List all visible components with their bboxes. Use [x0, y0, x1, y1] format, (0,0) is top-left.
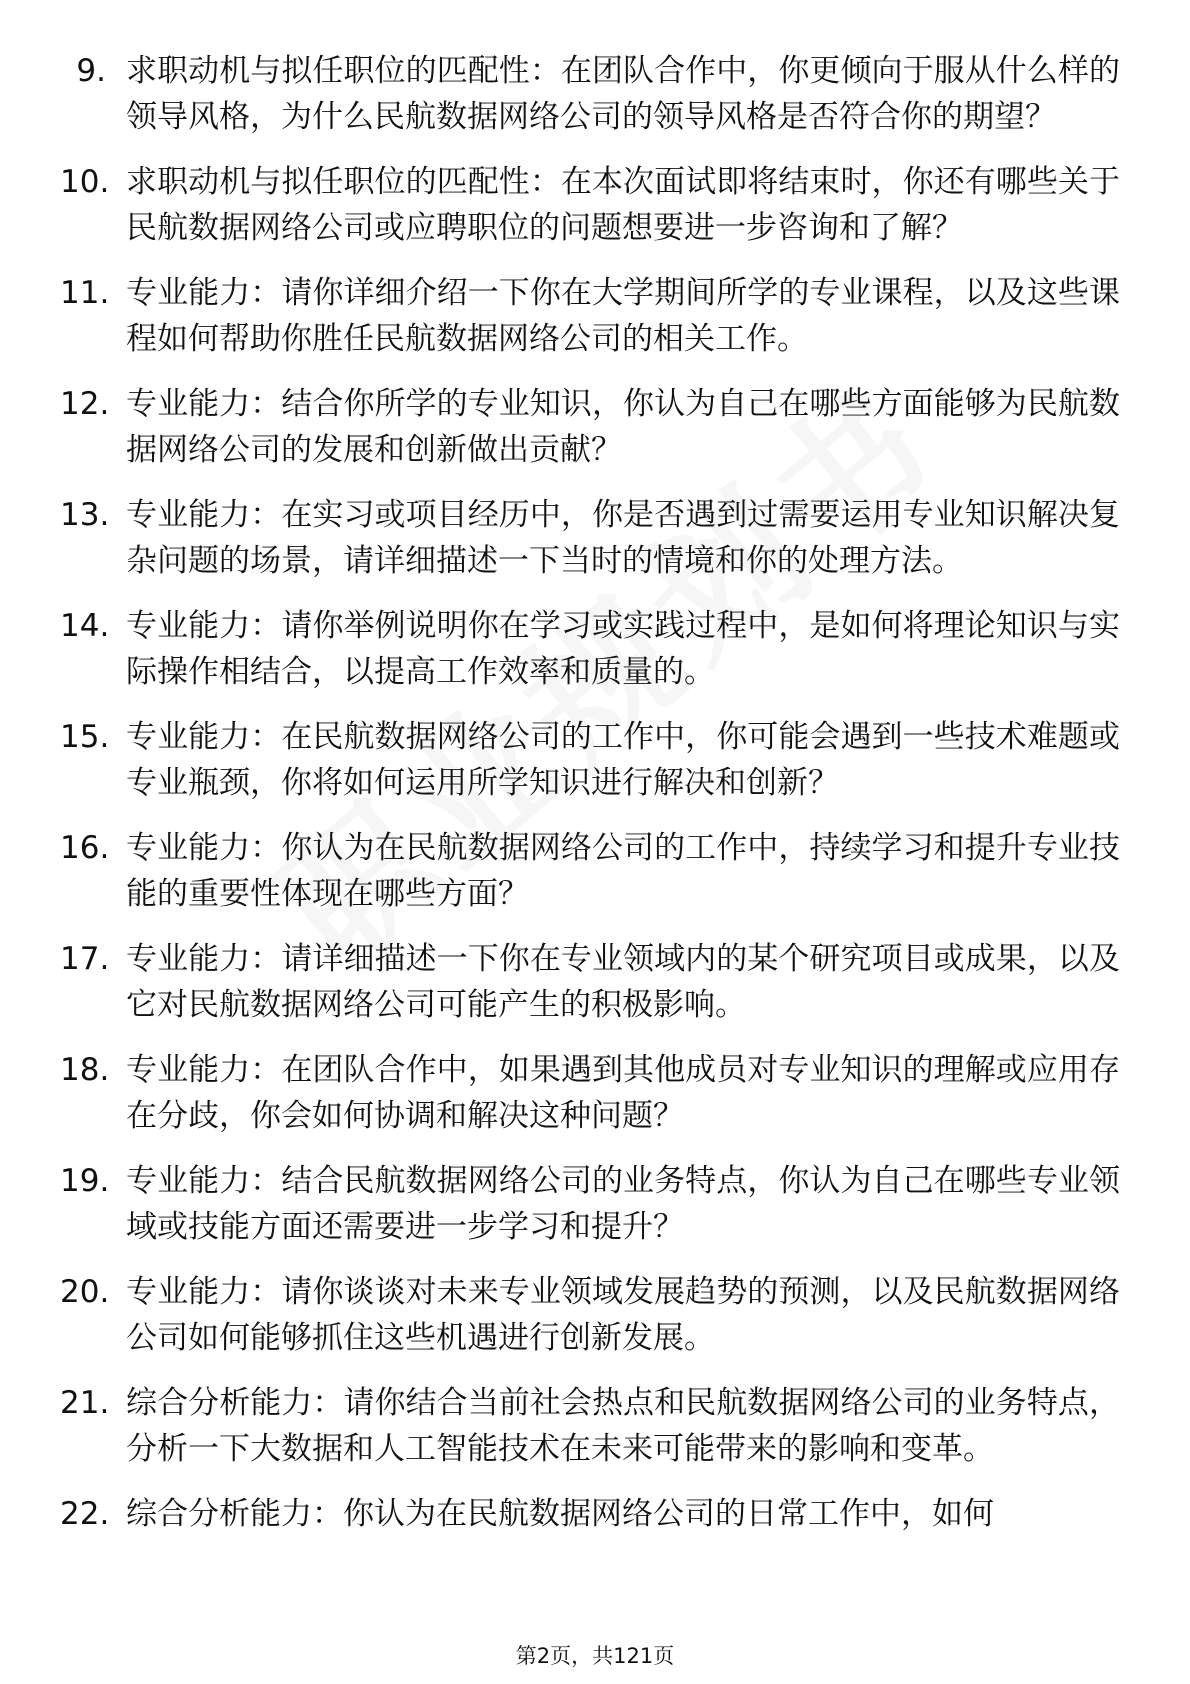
- question-number: 12.: [60, 386, 110, 422]
- question-number: 21.: [60, 1385, 110, 1421]
- question-text: 专业能力：请你谈谈对未来专业领域发展趋势的预测，以及民航数据网络公司如何能够抓住这些机遇进行创新发展。: [126, 1274, 1120, 1356]
- question-number: 22.: [60, 1496, 110, 1532]
- question-item: [60, 825, 1120, 917]
- question-number: 14.: [60, 608, 110, 644]
- question-item: [60, 1047, 1120, 1139]
- question-text: 专业能力：结合你所学的专业知识，你认为自己在哪些方面能够为民航数据网络公司的发展和创新做出贡献？: [126, 386, 1120, 468]
- question-item: [60, 714, 1120, 806]
- question-number: 18.: [60, 1052, 110, 1088]
- question-number: 20.: [60, 1274, 110, 1310]
- question-text: 综合分析能力：你认为在民航数据网络公司的日常工作中，如何: [126, 1496, 994, 1532]
- question-item: [60, 1491, 1120, 1537]
- question-item: [60, 1380, 1120, 1472]
- question-item: [60, 381, 1120, 473]
- question-text: 专业能力：在团队合作中，如果遇到其他成员对专业知识的理解或应用存在分歧，你会如何协调和解决这种问题？: [126, 1052, 1120, 1134]
- question-item: [60, 1158, 1120, 1250]
- question-item: [60, 603, 1120, 695]
- question-text: 求职动机与拟任职位的匹配性：在本次面试即将结束时，你还有哪些关于民航数据网络公司或应聘职位的问题想要进一步咨询和了解？: [126, 164, 1120, 246]
- question-number: 10.: [60, 164, 110, 200]
- question-item: [60, 48, 1120, 140]
- question-number: 16.: [60, 830, 110, 866]
- question-text: 专业能力：请你详细介绍一下你在大学期间所学的专业课程，以及这些课程如何帮助你胜任民航数据网络公司的相关工作。: [126, 275, 1120, 357]
- question-text: 求职动机与拟任职位的匹配性：在团队合作中，你更倾向于服从什么样的领导风格，为什么民航数据网络公司的领导风格是否符合你的期望？: [126, 53, 1120, 135]
- question-item: [60, 936, 1120, 1028]
- question-item: [60, 1269, 1120, 1361]
- question-item: [60, 492, 1120, 584]
- question-list: [60, 48, 1120, 1556]
- question-number: 13.: [60, 497, 110, 533]
- question-item: [60, 270, 1120, 362]
- question-number: 17.: [60, 941, 110, 977]
- question-text: 专业能力：请详细描述一下你在专业领域内的某个研究项目或成果，以及它对民航数据网络公司可能产生的积极影响。: [126, 941, 1120, 1023]
- question-text: 专业能力：结合民航数据网络公司的业务特点，你认为自己在哪些专业领域或技能方面还需要进一步学习和提升？: [126, 1163, 1120, 1245]
- page-number-label: 第2页，共121页: [515, 1644, 675, 1668]
- question-number: 15.: [60, 719, 110, 755]
- question-number: 11.: [60, 275, 110, 311]
- question-item: [60, 159, 1120, 251]
- question-text: 专业能力：在民航数据网络公司的工作中，你可能会遇到一些技术难题或专业瓶颈，你将如何运用所学知识进行解决和创新？: [126, 719, 1120, 801]
- question-number: 19.: [60, 1163, 110, 1199]
- question-text: 综合分析能力：请你结合当前社会热点和民航数据网络公司的业务特点，分析一下大数据和人工智能技术在未来可能带来的影响和变革。: [126, 1385, 1120, 1467]
- question-text: 专业能力：在实习或项目经历中，你是否遇到过需要运用专业知识解决复杂问题的场景，请详细描述一下当时的情境和你的处理方法。: [126, 497, 1120, 579]
- question-text: 专业能力：请你举例说明你在学习或实践过程中，是如何将理论知识与实际操作相结合，以提高工作效率和质量的。: [126, 608, 1120, 690]
- page-footer: [0, 1640, 1190, 1670]
- question-text: 专业能力：你认为在民航数据网络公司的工作中，持续学习和提升专业技能的重要性体现在哪些方面？: [126, 830, 1120, 912]
- question-number: 9.: [76, 53, 106, 89]
